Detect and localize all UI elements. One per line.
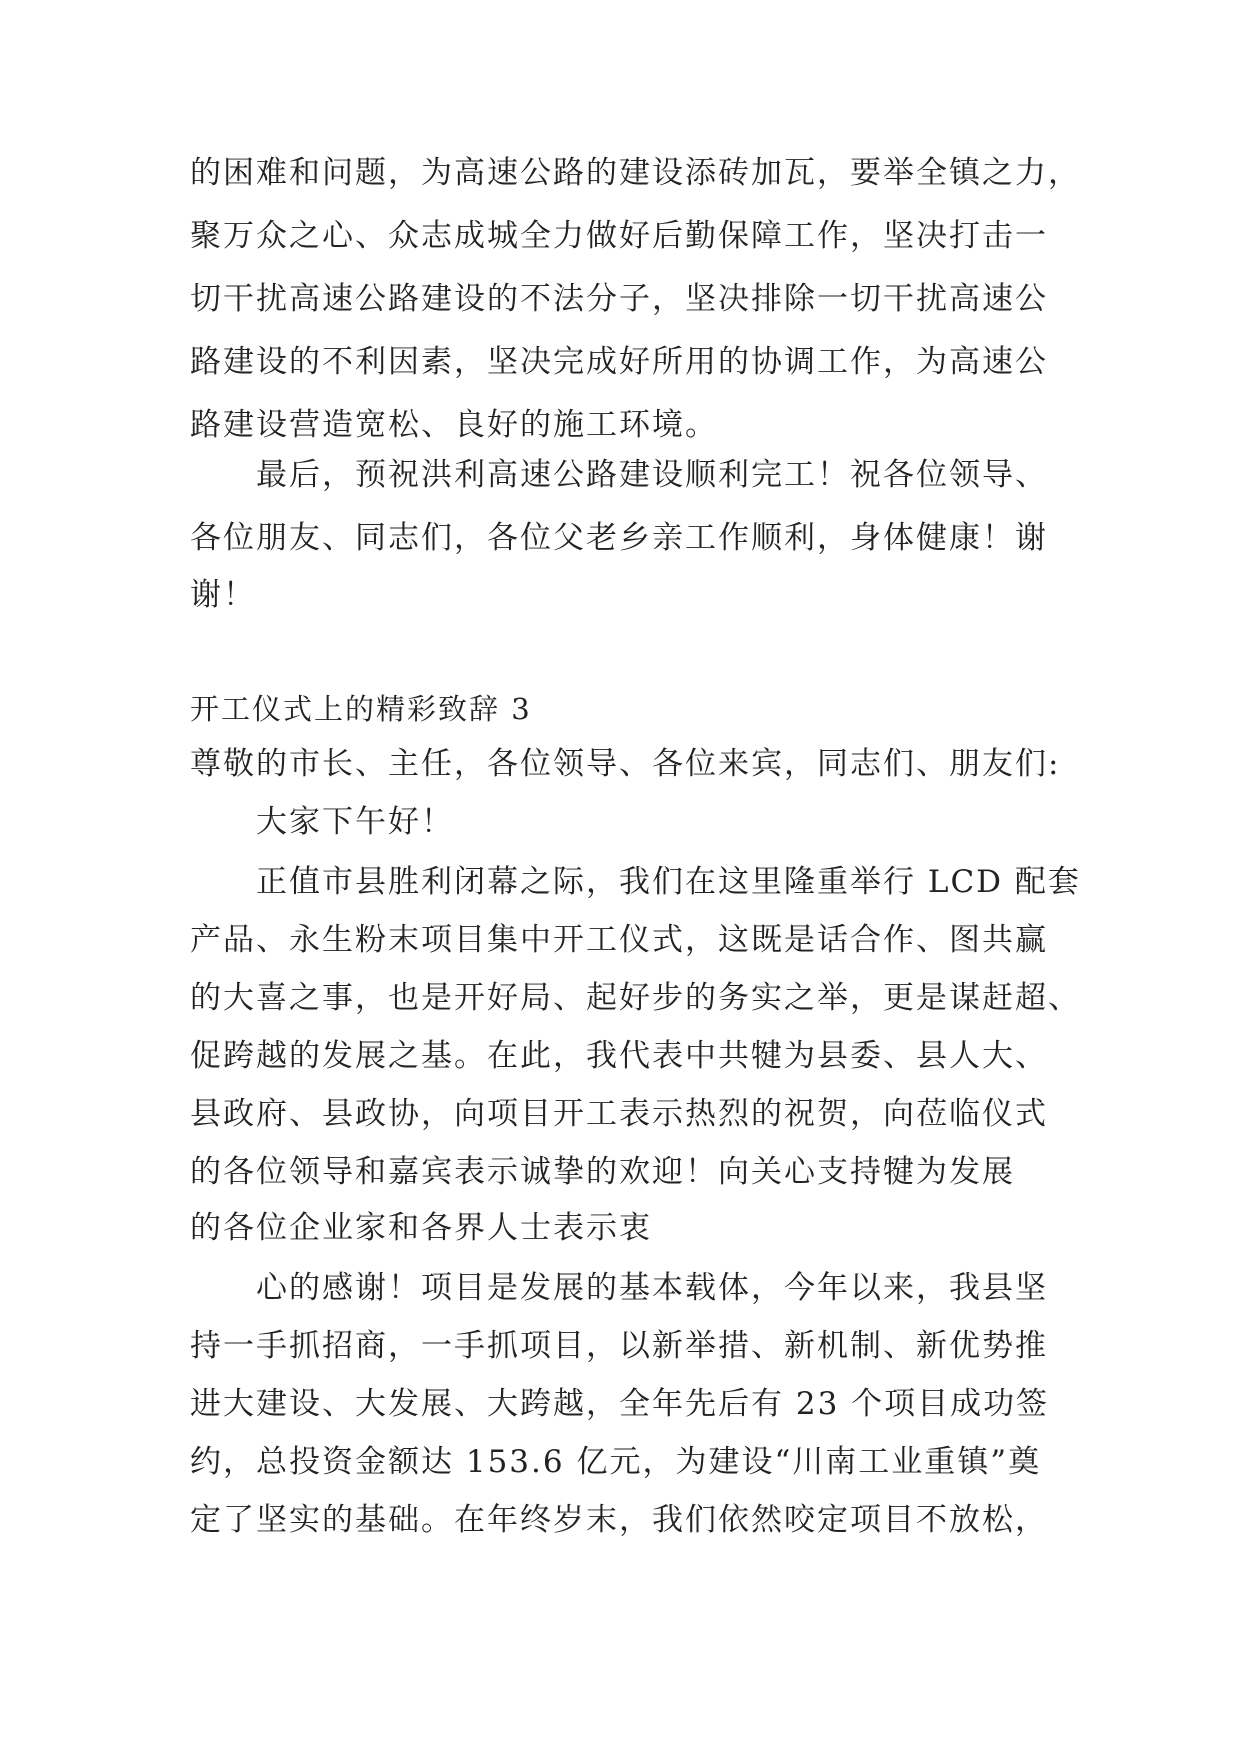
text-line: 路建设的不利因素，坚决完成好所用的协调工作，为高速公 bbox=[190, 344, 1048, 380]
text-line: 心的感谢！项目是发展的基本载体，今年以来，我县坚 bbox=[256, 1270, 1048, 1306]
section-title: 开工仪式上的精彩致辞 3 bbox=[190, 692, 532, 726]
text-line: 最后，预祝洪利高速公路建设顺利完工！祝各位领导、 bbox=[256, 457, 1048, 493]
text-line: 约，总投资金额达 153.6 亿元，为建设“川南工业重镇”奠 bbox=[190, 1444, 1042, 1480]
text-line: 促跨越的发展之基。在此，我代表中共犍为县委、县人大、 bbox=[190, 1038, 1048, 1074]
text-line: 聚万众之心、众志成城全力做好后勤保障工作，坚决打击一 bbox=[190, 218, 1048, 254]
text-line: 谢！ bbox=[190, 577, 256, 613]
text-line: 持一手抓招商，一手抓项目，以新举措、新机制、新优势推 bbox=[190, 1328, 1048, 1364]
text-line: 切干扰高速公路建设的不法分子，坚决排除一切干扰高速公 bbox=[190, 281, 1048, 317]
text-line: 的困难和问题，为高速公路的建设添砖加瓦，要举全镇之力， bbox=[190, 155, 1081, 191]
salutation-line: 尊敬的市长、主任，各位领导、各位来宾，同志们、朋友们: bbox=[190, 746, 1061, 782]
text-line: 的大喜之事，也是开好局、起好步的务实之举，更是谋赶超、 bbox=[190, 980, 1081, 1016]
greeting-line: 大家下午好！ bbox=[256, 804, 454, 840]
text-line: 产品、永生粉末项目集中开工仪式，这既是话合作、图共赢 bbox=[190, 922, 1048, 958]
text-line: 定了坚实的基础。在年终岁末，我们依然咬定项目不放松， bbox=[190, 1502, 1048, 1538]
text-line: 各位朋友、同志们，各位父老乡亲工作顺利，身体健康！谢 bbox=[190, 520, 1048, 556]
text-line: 路建设营造宽松、良好的施工环境。 bbox=[190, 407, 718, 443]
text-line: 正值市县胜利闭幕之际，我们在这里隆重举行 LCD 配套 bbox=[256, 864, 1081, 900]
text-line: 进大建设、大发展、大跨越，全年先后有 23 个项目成功签 bbox=[190, 1386, 1050, 1422]
text-line: 县政府、县政协，向项目开工表示热烈的祝贺，向莅临仪式 bbox=[190, 1096, 1048, 1132]
text-line: 的各位企业家和各界人士表示衷 bbox=[190, 1210, 652, 1246]
text-line: 的各位领导和嘉宾表示诚挚的欢迎！向关心支持犍为发展 bbox=[190, 1154, 1015, 1190]
